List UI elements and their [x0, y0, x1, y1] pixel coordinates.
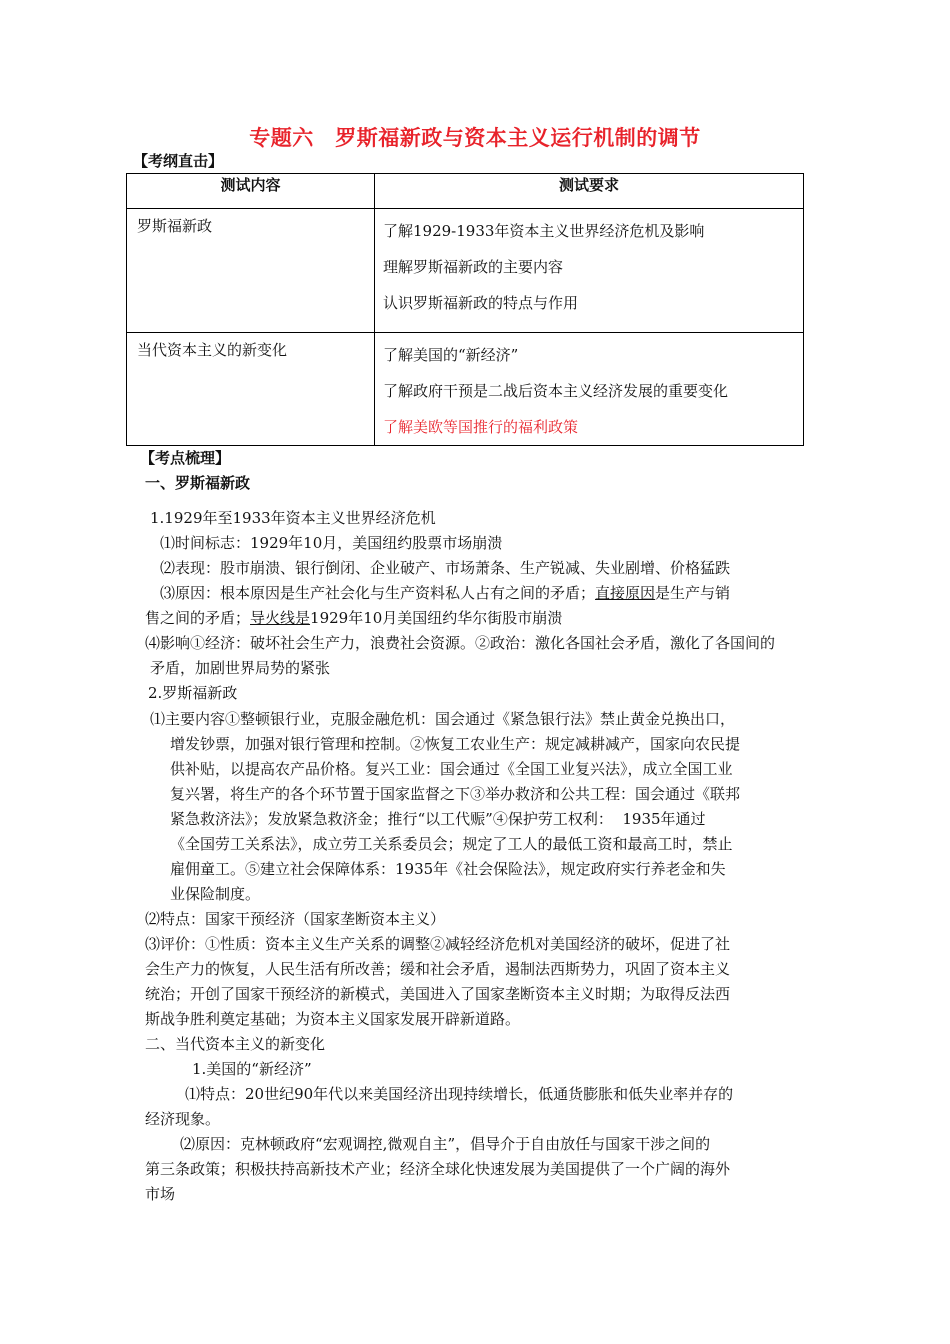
p1-item-4-line1: ⑷影响①经济：破坏社会生产力，浪费社会资源。②政治：激化各国社会矛盾，激化了各国间的: [145, 634, 776, 652]
requirement-item-highlight: 了解美欧等国推行的福利政策: [383, 418, 579, 436]
p1-item-3-line2: [145, 605, 562, 631]
p1-title: 1.1929年至1933年资本主义世界经济危机: [150, 509, 436, 527]
p3-item-1-line: ⑴特点：20世纪90年代以来美国经济出现持续增长，低通货膨胀和低失业率并存的: [185, 1085, 734, 1103]
p3-item-1-line: 经济现象。: [145, 1110, 221, 1128]
section-points-heading: 【考点梳理】: [140, 449, 231, 467]
p2-item-1-line: 业保险制度。: [170, 885, 261, 903]
text-run: 1929年10月美国纽约华尔街股市崩溃: [310, 609, 563, 627]
table-header-requirements: 测试要求: [375, 174, 804, 209]
p3-item-2-line: 第三条政策；积极扶持高新技术产业；经济全球化快速发展为美国提供了一个广阔的海外: [145, 1160, 731, 1178]
p2-item-2: ⑵特点：国家干预经济（国家垄断资本主义）: [145, 910, 446, 928]
p2-item-1-line: 雇佣童工。⑤建立社会保障体系：1935年《社会保险法》，规定政府实行养老金和失: [170, 860, 726, 878]
p2-item-1-line: ⑴主要内容①整顿银行业，克服金融危机：国会通过《紧急银行法》禁止黄金兑换出口，: [150, 710, 736, 728]
table-header-row: [127, 174, 804, 209]
table-cell-content: 当代资本主义的新变化: [127, 333, 375, 446]
p3-item-2-line: ⑵原因：克林顿政府“宏观调控,微观自主”，倡导介于自由放任与国家干涉之间的: [180, 1135, 711, 1153]
part2-heading: 二、当代资本主义的新变化: [145, 1035, 326, 1053]
requirement-item: 了解美国的“新经济”: [383, 346, 519, 364]
table-cell-requirements: [375, 209, 804, 333]
requirement-item: 了解政府干预是二战后资本主义经济发展的重要变化: [383, 382, 729, 400]
requirement-item: 认识罗斯福新政的特点与作用: [383, 294, 579, 312]
p1-item-1: ⑴时间标志：1929年10月，美国纽约股票市场崩溃: [160, 534, 503, 552]
table-row: [127, 209, 804, 333]
section-outline-heading: 【考纲直击】: [133, 152, 224, 170]
underlined-text: 导火线是: [250, 609, 311, 627]
p2-title: 2.罗斯福新政: [148, 684, 238, 702]
requirement-item: 了解1929-1933年资本主义世界经济危机及影响: [383, 222, 705, 240]
part1-heading: 一、罗斯福新政: [145, 474, 251, 492]
p2-item-3-line: 斯战争胜利奠定基础；为资本主义国家发展开辟新道路。: [145, 1010, 521, 1028]
p3-title: 1.美国的“新经济”: [192, 1060, 312, 1078]
p3-item-2-line: 市场: [145, 1185, 176, 1203]
requirements-table: [126, 173, 804, 446]
text-run: 是生产与销: [655, 584, 731, 602]
p1-item-2: ⑵表现：股市崩溃、银行倒闭、企业破产、市场萧条、生产锐减、失业剧增、价格猛跌: [160, 559, 731, 577]
text-run: 售之间的矛盾；: [145, 609, 251, 627]
table-header-content: 测试内容: [127, 174, 375, 209]
p2-item-1-line: 紧急救济法》；发放紧急救济金；推行“以工代赈”④保护劳工权利： 1935年通过: [170, 810, 706, 828]
p2-item-3-line: 会生产力的恢复，人民生活有所改善；缓和社会矛盾，遏制法西斯势力，巩固了资本主义: [145, 960, 731, 978]
p2-item-1-line: 复兴署，将生产的各个环节置于国家监督之下③举办救济和公共工程：国会通过《联邦: [170, 785, 741, 803]
p2-item-3-line: ⑶评价：①性质：资本主义生产关系的调整②减轻经济危机对美国经济的破坏，促进了社: [145, 935, 731, 953]
p2-item-1-line: 《全国劳工关系法》，成立劳工关系委员会；规定了工人的最低工资和最高工时，禁止: [170, 835, 733, 853]
table-cell-requirements: [375, 333, 804, 446]
text-run: ⑶原因：根本原因是生产社会化与生产资料私人占有之间的矛盾；: [160, 584, 596, 602]
table-cell-content: 罗斯福新政: [127, 209, 375, 333]
p1-item-4-line2: 矛盾，加剧世界局势的紧张: [150, 659, 331, 677]
p2-item-1-line: 供补贴，以提高农产品价格。复兴工业：国会通过《全国工业复兴法》，成立全国工业: [170, 760, 733, 778]
underlined-text: 直接原因: [595, 584, 656, 602]
page-title: 专题六 罗斯福新政与资本主义运行机制的调节: [249, 126, 701, 150]
p1-item-3-line1: [160, 580, 730, 606]
p2-item-3-line: 统治；开创了国家干预经济的新模式，美国进入了国家垄断资本主义时期；为取得反法西: [145, 985, 731, 1003]
requirement-item: 理解罗斯福新政的主要内容: [383, 258, 564, 276]
p2-item-1-line: 增发钞票，加强对银行管理和控制。②恢复工农业生产：规定减耕减产，国家向农民提: [170, 735, 741, 753]
table-row: [127, 333, 804, 446]
